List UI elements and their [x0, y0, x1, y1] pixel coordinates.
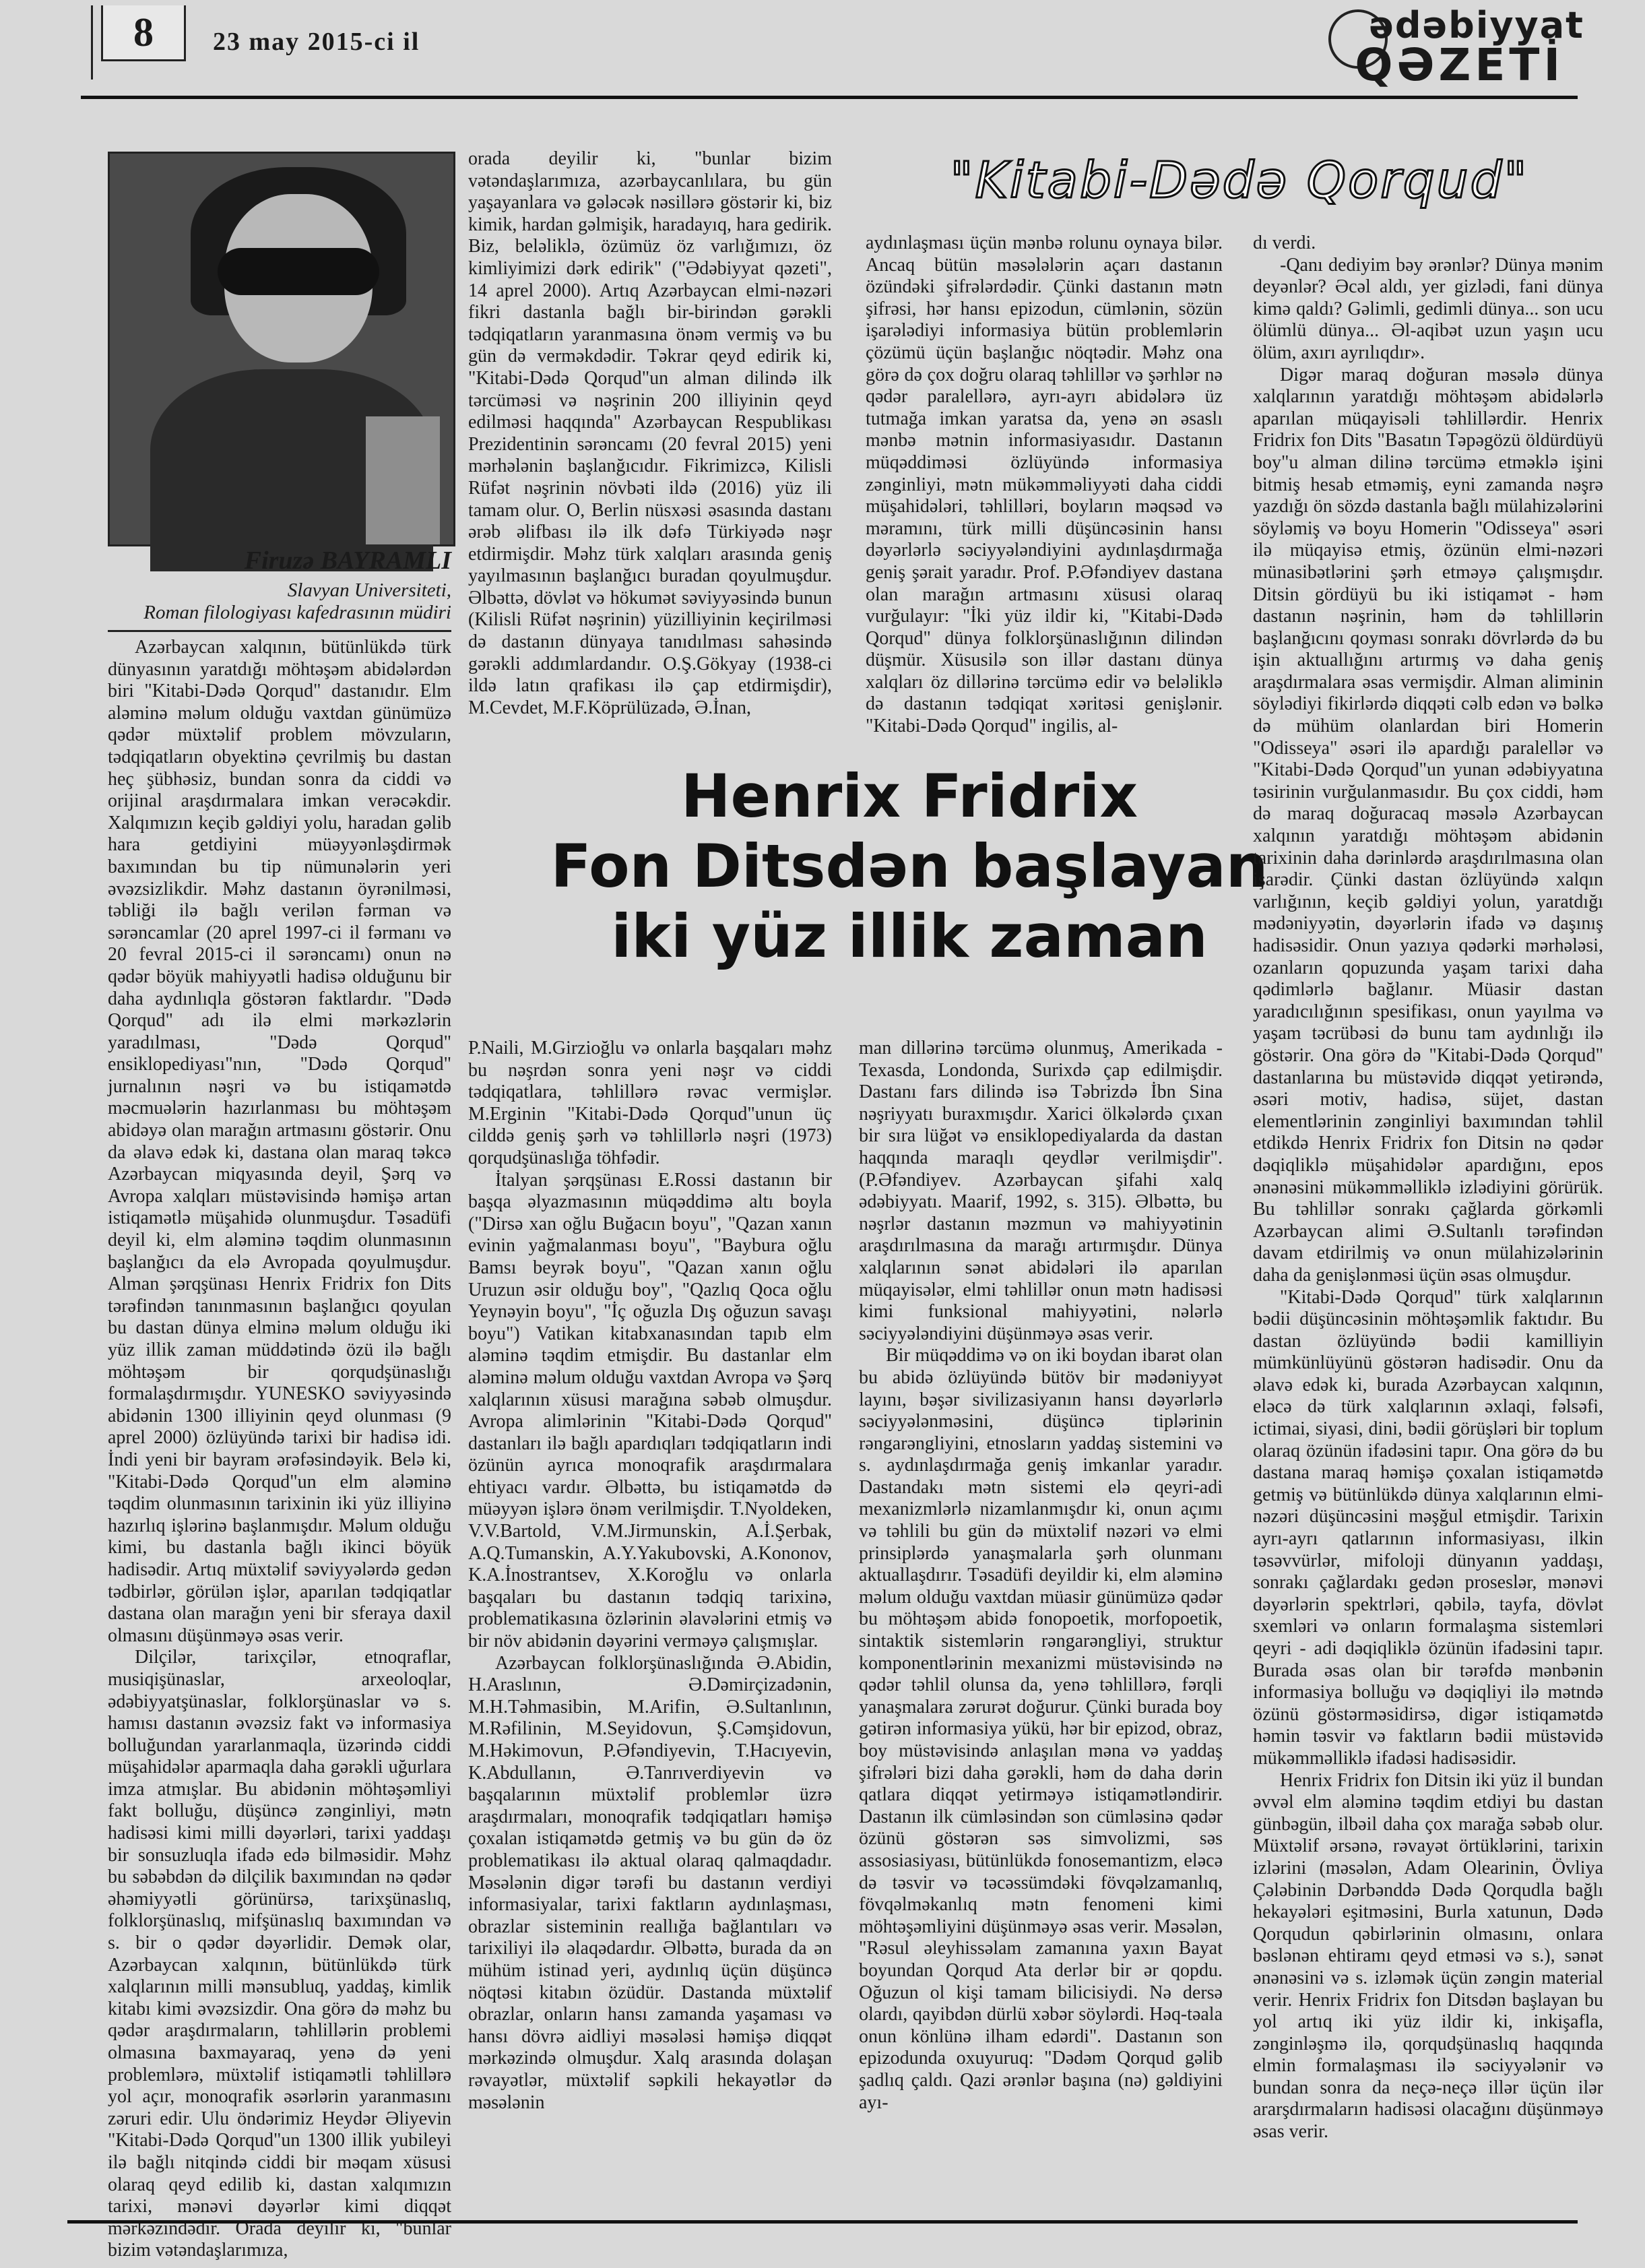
column-5: [468, 1038, 832, 2213]
headline-line-2: Fon Ditsdən başlayan: [550, 831, 1268, 901]
paragraph: "Kitabi-Dədə Qorqud" türk xalqlarının bədii düşüncəsinin möhtəşəmlik faktıdır. Bu dastan özlüyündə bədii kamilliyin mümkünlüyünü göstərən hadisədir. Onu da əlavə edək ki, burada Azərbaycan xalqının, eləcə də türk xalqlarının əxlaqi, fəlsəfi, ictimai, siyasi, dini, bədii görüşləri bir toplum olaraq özünün ifadəsini tapır. Ona görə də bu dastana maraq həmişə çoxalan istiqamətdə getmiş və bütünlükdə dünya xalqlarının elmi-nəzəri düşüncəsini məşğul etmişdir. Tarixin ayrı-ayrı qatlarının informasiyası, ilkin təsəvvürlər, mifoloji dünyanın yaddaşı, sonrakı çağlardakı gedən proseslər, mənəvi dəyərlərin spektrləri, qəbilə, tayfa, dövlət sxemləri və onların formalaşma sistemləri qeyri - adi dəqiqliklə özünün ifadəsini tapır. Burada əsas olan bir tərəfdə mənbənin informasiya bolluğu və dəqiqliyi ilə mətndə özünü göstərməsidirsə, digər istiqamətdə həmin təsvir və faktların bədii müstəvidə mükəmməlliklə ifadəsi hadisəsidir.: [1253, 1286, 1603, 1769]
article-title: "Kitabi-Dədə Qorqud": [950, 152, 1529, 210]
paragraph: Bir müqəddimə və on iki boydan ibarət olan bu abidə özlüyündə bütöv bir mədəniyyət layını, bəşər sivilizasiyanın hansı dəyərlərlə səciyyələnməsini, düşüncə tiplərinin rəngarəngliyini, etnosların yaddaş sistemini və s. aydınlaşdırmağa geniş imkanlar yaradır. Dastandakı mətn sistemi elə qeyri-adi mexanizmlərlə nizamlanmışdır ki, onun açımı və təhlili bu gün də müxtəlif nəzəri və elmi prinsiplərdə yanaşmalarla şərh olunmanı aktuallaşdırır. Təsadüfi deyildir ki, elm aləminə məlum olduğu vaxtdan müasir günümüzə qədər bu möhtəşəm abidə fonopoetik, morfopoetik, sintaktik sistemlərin rəngarəngliyi, struktur komponentlərinin mexanizmi müstəvisində nə qədər təhlil olunsa da, yenə təhlillərə, fərqli yanaşmalara zərurət doğurur. Çünki burada boy gətirən informasiya yükü, hər bir epizod, obraz, boy müstəvisində anlaşılan məna və yaddaş şifrələri bizi daha gərəkli, həm də daha dərin qatlara diqqət yetirməyə istiqamətləndirir. Dastanın ilk cümləsindən son cümləsinə qədər özünü göstərən səs simvolizmi, səs assosiasiyası, bütünlükdə fonosemantizm, eləcə də təsvir və təcəssümdəki fövqəlzamanlıq, fövqəlməkanlıq mətn fenomeni kimi möhtəşəmliyini düşünməyə əsas verir. Məsələn, "Rəsul əleyhissəlam zamanına yaxın Bayat boyundan Qorqud Ata derlər bir ər qopdu. Oğuzun ol kişi tamam bilicisiydi. Nə dersə olardı, qayibdən dürlü xəbər söylərdi. Həq-təala onun könlünə ilham edərdi". Dastanın son epizodunda oxuyuruq: "Dədəm Qorqud gəlib şadlıq çaldı. Qazi ərənlər başına (nə) gəldiyini ayı-: [859, 1345, 1223, 2113]
paragraph: -Qanı dediyim bəy ərənlər? Dünya mənim deyənlər? Əcəl aldı, yer gizlədi, fani dünya kimə qaldı? Gəlimli, gedimli dünya... son ucu ölümlü dünya... Əl-aqibət uzun yaşın ucu ölüm, axırı ayrılıqdır».: [1253, 254, 1603, 363]
footer-divider: [67, 2220, 1578, 2224]
paragraph: İtalyan şərqşünası E.Rossi dastanın bir başqa əlyazmasının müqəddimə altı boyla ("Dirsə xan oğlu Buğacın boyu", "Qazan xanın evinin yağmalanması boyu", "Bayburа oğlu Bamsı beyrək boyu", "Qazan xanın oğlu Uruzun əsir olduğu boy", "Qazlıq Qoca oğlu Yeynəyin boyu", "İç oğuzla Dış oğuzun savaşı boyu") Vatikan kitabxanasından tapıb elm aləminə təqdim etmişdir. Bu dastanlar elm aləminə məlum olduğu vaxtdan Avropa və Şərq xalqlarının xüsusi marağına səbəb olmuşdur. Avropa alimlərinin "Kitabi-Dədə Qorqud" dastanları ilə bağlı apardıqları tədqiqatların indi özünün ayrıca monoqrafik araşdırmalara ehtiyacı vardır. Əlbəttə, bu istiqamətdə də müəyyən işlərə önəm verilmişdir. T.Nyoldeken, V.V.Bartold, V.M.Jirmunskin, A.İ.Şerbak, A.Q.Tumanskin, A.Y.Yakubovski, A.Kononov, K.A.İnostrantsev, X.Koroğlu və onlarla başqaları bu dastanın tədqiq tarixinə, problematikasına özlərinin əlavələrini etmiş və bir növ abidənin dəyərini verməyə çalışmışlar.: [468, 1169, 832, 1652]
author-divider: [108, 630, 451, 632]
column-1: [108, 637, 451, 2261]
header-divider: [81, 96, 1578, 99]
author-affiliation: [108, 579, 451, 624]
author-affiliation-line-1: Slavyan Universiteti,: [287, 579, 451, 601]
paragraph: Azərbaycan folklorşünaslığında Ə.Abidin, H.Araslının, Ə.Dəmirçizadənin, M.H.Təhmasibin, M.Arifin, Ə.Sultanlının, M.Rəfilinin, M.Seyidovun, Ş.Cəmşidovun, M.Həkimovun, P.Əfəndiyevin, T.Hacıyevin, K.Abdullanın, Ə.Tanrıverdiyevin və başqalarının müxtəlif problemlər üzrə araşdırmaları, monoqrafik tədqiqatları həmişə çoxalan istiqamətdə getmiş və bu gün də öz problematikası ilə aktual olaraq qalmaqdadır. Məsələnin digər tərəfi bu dastanın verdiyi informasiyalar, tarixi faktların aydınlaşması, obrazlar sisteminin reallığa bağlantıları və tarixiliyi ilə əlaqədardır. Əlbəttə, burada da ən mühüm istinad yeri, aydınlıq üçün düşüncə nöqtəsi kitabın özüdür. Dastanda müxtəlif obrazlar, onların hansı zamanda yaşaması və hansı dövrə aidliyi məsələsi həmişə diqqət mərkəzində olmuşdur. Xalq arasında dolaşan rəvayətlər, müxtəlif səpkili hekayətlər də məsələnin: [468, 1652, 832, 2113]
paragraph: orada deyilir ki, "bunlar bizim vətəndaşlarımıza, azərbaycanlılara, bu gün yaşayanlara və gələcək nəsillərə göstərir ki, biz kimik, hardan gəlmişik, haradayıq, hara gedirik. Biz, beləliklə, özümüz öz varlığımızı, öz kimliyimizi dərk edirik" ("Ədəbiyyat qəzeti", 14 aprel 2000). Artıq Azərbaycan elmi-nəzəri fikri dastanla bağlı bir-birindən gərəkli tədqiqatların yaranmasına önəm vermiş və bu gün də verməkdədir. Təkrar qeyd edirik ki, "Kitabi-Dədə Qorqud"un alman dilində ilk tərcüməsi və nəşrinin 200 illiyinin qeyd edilməsi haqqında" Azərbaycan Respublikası Prezidentinin sərəncamı (20 fevral 2015) yeni mərhələnin başlanğıcıdır. Fikrimizcə, Kilisli Rüfət nəşrinin növbəti ildə (2016) yüz ili tamam olur. O, Berlin nüsxəsi əsasında dastanı ərəb əlifbası ilə ilk dəfə Türkiyədə nəşr etdirmişdir. Məhz türk xalqları arasında geniş yayılmasının başlanğıcı buradan qoyulmuşdur. Əlbəttə, dövlət və hökumət səviyyəsində bunun (Kilisli Rüfət nəşrinin) yüzilliyinin keçirilməsi də dastanın dünyaya tanıdılması sahəsində gərəkli addımlardandır. O.Ş.Gökyay (1938-ci ildə latın qrafikası ilə çap etdirmişdir), M.Cevdet, M.F.Köprülüzadə, Ə.İnan,: [468, 148, 832, 718]
author-affiliation-line-2: Roman filologiyası kafedrasının müdiri: [143, 602, 451, 623]
paragraph: P.Naili, M.Girzioğlu və onlarla başqaları məhz bu nəşrdən sonra yeni nəşr və ciddi tədqiqatlara, təhlillərə rəvac vermişlər. M.Erginin "Kitabi-Dədə Qorqud"unun üç cilddə geniş şərh və təhlillərlə nəşri (1973) qorqudşünaslığa töhfədir.: [468, 1038, 832, 1168]
headline-line-1: Henrix Fridrix: [680, 761, 1138, 831]
column-2-top: [468, 148, 832, 755]
author-name: Firuzə BAYRAMLI: [244, 546, 451, 575]
paragraph: Henrix Fridrix fon Ditsin iki yüz il bundan əvvəl elm aləminə təqdim etdiyi bu dastan günbəgün, ilbəil daha çox marağa səbəb olur. Müxtəlif ərsənə, rəvayət örtüklərini, tarixin izlərini (məsələn, Adam Olearinin, Övliya Çələbinin Dərbənddə Dədə Qorqudla bağlı hekayələri eşitməsini, Burla xatunun, Dədə Qorqudun qəbirlərinin olmasını, onlara bəslənən ehtiramı qeyd etməsi və s.), sənət ənənəsini və s. izləmək üçün zəngin material verir. Henrix Fridrix fon Ditsdən başlayan bu yol artıq iki yüz ildir ki, inkişafla, zənginləşmə ilə, qorqudşünaslıq haqqında elmin formalaşması ilə səciyyələnir və bundan sonra da neçə-neçə illər üçün ilər ararşdırmaların hadisəsi olacağını düşünməyə əsas verir.: [1253, 1769, 1603, 2143]
author-photo: [108, 152, 455, 546]
column-3-top: [866, 232, 1223, 755]
flag-icon: [366, 416, 440, 544]
masthead-bottom: QƏZETİ: [1355, 39, 1564, 91]
paragraph: Dilçilər, tarixçilər, etnoqraflar, musiqişünaslar, arxeoloqlar, ədəbiyyatşünaslar, folklorşünaslar və s. hamısı dastanın əvəzsiz fakt və informasiya bolluğundan yararlanmaqla, üzərində ciddi müşahidələr aparmaqla daha gərəkli uğurlara imza atmışlar. Bu abidənin möhtəşəmliyi fakt bolluğu, düşüncə zənginliyi, mətn hadisəsi kimi milli dəyərləri, tarixi yaddaşı bir sonsuzluqla ifadə edə bilməsidir. Məhz bu səbəbdən də dilçilik baxımından nə qədər əhəmiyyətli görünürsə, tarixşünaslıq, folklorşünaslıq, mifşünaslıq baxımından və s. bir o qədər dəyərlidir. Demək olar, Azərbaycan xalqının, bütünlükdə türk xalqlarının milli mənsubluq, yaddaş, kimlik kitabı kimi əvəzsizdir. Ona görə də məhz bu qədər araşdırmaların, təhlillərin problemi olmasına baxmayaraq, yenə də yeni problemlərə, müxtəlif istiqamətli təhlillərə yol açır, monoqrafik əsərlərin yaranmasını zəruri edir. Ulu öndərimiz Heydər Əliyevin "Kitabi-Dədə Qorqud"un 1300 illik yubileyi ilə bağlı nitqində ciddi bir məqam xüsusi olaraq qeyd edilib ki, dastan xalqımızın tarixi, mənəvi dəyərlər kimi diqqət mərkəzindədir. Orada deyilir ki, "bunlar bizim vətəndaşlarımıza,: [108, 1647, 451, 2261]
column-6: [859, 1038, 1223, 2213]
issue-date: 23 may 2015-ci il: [213, 28, 420, 56]
paragraph: Digər maraq doğuran məsələ dünya xalqlarının yaratdığı möhtəşəm abidələrlə aparılan müqayisəli təhlillərdir. Henrix Fridrix fon Dits "Basatın Təpəgözü öldürdüyü boy"u alman dilinə tərcümə etməklə işini bitmiş hesab etməmiş, eyni zamanda nəşrə yazdığı ön sözdə dastanla bağlı mülahizələrini söyləmiş və boyu Homerin "Odisseya" əsəri ilə müqayisə etmiş, özünün elmi-nəzəri münasibətlərini şərh etməyə çalışmışdır. Ditsin gördüyü bu iki istiqamət - həm dastanın nəşrinin, həm də təhlillərin başlanğıcını qoyması sonrakı dövrlərdə də bu işin aktuallığını artırmış və daha geniş araşdırmalara əsas vermişdir. Alman aliminin söylədiyi fikirlərdə diqqəti cəlb edən və bəlkə də mühüm olanlardan biri Homerin "Odisseya" əsəri ilə apardığı paralellər və "Kitabi-Dədə Qorqud"un yunan ədəbiyyatına təsirinin vurğulanmasıdır. Bu çox ciddi, həm də maraq doğuracaq məsələ Azərbaycan xalqının yaratdığı möhtəşəm abidənin tarixinin daha dərinlərdə araşdırılmasına olan işarədir. Çünki dastan özlüyündə xalqın varlığının, keçib gəldiyi yolun, yaratdığı mədəniyyətin, dəyərlərin ifadə və daşınış hadisəsidir. Onun yazıya qədərki mərhələsi, ozanların qopuzunda yaşam tarixi daha qədimlərlə bağlanır. Müasir dastan yaradıcılığının spesifikası, onun yayılma və yaşam təcrübəsi də bunu tam aydınlığı ilə göstərir. Ona görə də "Kitabi-Dədə Qorqud" dastanlarına bu müstəvidə diqqət yetirəndə, əsəri motiv, hadisə, süjet, dastan elementlərinin zənginliyi baxımından təhlil etdikdə Henrix Fridrix fon Ditsin nə qədər dəqiqliklə müşahidələr apardığını, epos ənənəsini mükəmməlliklə izlədiyini görürük. Bu təhlillər sonrakı çağlarda görkəmli Azərbaycan alimi Ə.Sultanlı tərəfindən davam etdirilmiş və onun mülahizələrinin daha da genişlənməsi üçün əsas olmuşdur.: [1253, 364, 1603, 1286]
column-4: [1253, 232, 1603, 2213]
headline-line-3: iki yüz illik zaman: [611, 902, 1208, 971]
masthead-top: ədəbiyyat: [1369, 4, 1584, 46]
page-number-box: [101, 5, 186, 61]
paragraph: aydınlaşması üçün mənbə rolunu oynaya bilər. Ancaq bütün məsələlərin açarı dastanın özündəki şifrələrdədir. Çünki dastanın mətn şifrəsi, hər hansı epizodun, cümlənin, sözün işarələdiyi informasiya bütün problemlərin çözümü üçün başlanğıc nöqtədir. Məhz ona görə də çox doğru olaraq təhlillər və şərhlər nə qədər paralellərə, ayrı-ayrı abidələrə üz tutmağa imkan yaratsa da, yenə ən əsaslı mənbə mətnin informasiyasıdır. Dastanın müqəddiməsi özlüyündə informasiya zənginliyi, mətn mükəmməliyyəti daha ciddi müşahidələri, təhlilləri, boyların məqsəd və məramını, türk milli düşüncəsinin hansı dəyərlərlə səciyyələndiyini aydınlaşdırmağa geniş şərait yaradır. Prof. P.Əfəndiyev dastana olan marağın artmasını xüsusi olaraq vurğulayır: "İki yüz ildir ki, "Kitabi-Dədə Qorqud" dünya folklorşünaslığının dilindən düşmür. Xüsusilə son illər dastanı dünya xalqları öz dillərinə tərcümə edir və beləliklə də dastanın tədqiqat xəritəsi genişlənir. "Kitabi-Dədə Qorqud" ingilis, al-: [866, 232, 1223, 737]
paragraph: dı verdi.: [1253, 232, 1316, 253]
article-headline: [465, 761, 1354, 972]
paragraph: man dillərinə tərcümə olunmuş, Amerikada - Texasda, Londonda, Surixdə çap edilmişdir. Dastanı fars dilində isə Təbrizdə İbn Sina nəşriyyatı buraxmışdır. Xarici ölkələrdə çıxan bir sıra lüğət və ensiklopediyalarda da dastan haqqında maraqlı qeydlər verilmişdir". (P.Əfəndiyev. Azərbaycan şifahi xalq ədəbiyyatı. Maarif, 1992, s. 315). Əlbəttə, bu nəşrlər dastanın məzmun və mahiyyətinin araşdırılmasına da marağı artırmışdır. Dünya xalqlarının sənət abidələri ilə aparılan müqayisələr, elmi təhlillər onun mətn hadisəsi kimi funksional mahiyyətini, nələrlə səciyyələndiyini düşünməyə əsas verir.: [859, 1038, 1223, 1344]
page-number: 8: [133, 10, 154, 55]
masthead-logo: [1328, 4, 1584, 91]
paragraph: Azərbaycan xalqının, bütünlükdə türk dünyasının yaratdığı möhtəşəm abidələrdən biri "Kitabi-Dədə Qorqud" dastanıdır. Elm aləminə məlum olduğu vaxtdan günümüzə qədər müxtəlif problem mövzuların, tədqiqatların obyektinə çevrilmiş bu dastan heç şübhəsiz, bundan sonra da ciddi və orijinal araşdırmalara imkan verəcəkdir. Xalqımızın keçib gəldiyi yolu, haradan gəlib hara getdiyini müəyyənləşdirmək baxımından bu tip nümunələrin yeri əvəzsizlikdir. Məhz dastanın öyrənilməsi, təbliği ilə bağlı verilən fərman və sərəncamlar (20 aprel 1997-ci il fərmanı və 20 fevral 2015-ci il sərəncamı) onun nə qədər böyük mahiyyətli hadisə olduğunu bir daha aydınlıqla göstərən faktlardır. "Dədə Qorqud" adı ilə elmi mərkəzlərin yaradılması, "Dədə Qorqud" ensiklopediyası"nın, "Dədə Qorqud" jurnalının nəşri və bu istiqamətdə məcmuələrin hazırlanması bu möhtəşəm abidəyə olan marağın artmasını göstərir. Onu da əlavə edək ki, dastana olan maraq təkcə Azərbaycan miqyasında deyil, Şərq və Avropa xalqları müstəvisində həmişə artan istiqamətlə müşahidə olunmuşdur. Təsadüfi deyil ki, elm aləminə təqdim olunmasının başlanğıcı da elə Avropada qoyulmuşdur. Alman şərqşünası Henrix Fridrix fon Dits tərəfindən tanınmasının başlanğıcı qoyulan bu dastan dünya elminə məlum olduğu iki yüz illik zaman müddətində özü ilə bağlı möhtəşəm bir qorqudşünaslığı formalaşdırmışdır. YUNESKO səviyyəsində abidənin 1300 illiyinin qeyd olunması (9 aprel 2000) özlüyündə tarixi bir hadisə idi. İndi yeni bir bayram ərəfəsindəyik. Belə ki, "Kitabi-Dədə Qorqud"un elm aləminə təqdim olunmasının tarixinin iki yüz illiyinə hazırlıq işlərinə başlanmışdır. Məlum olduğu kimi, bu dastanla bağlı ikinci böyük hadisədir. Artıq müxtəlif səviyyələrdə gedən tədbirlər, görülən işlər, aparılan tədqiqatlar dastana olan marağın yeni bir sferaya daxil olmasını düşünməyə əsas verir.: [108, 637, 451, 1646]
